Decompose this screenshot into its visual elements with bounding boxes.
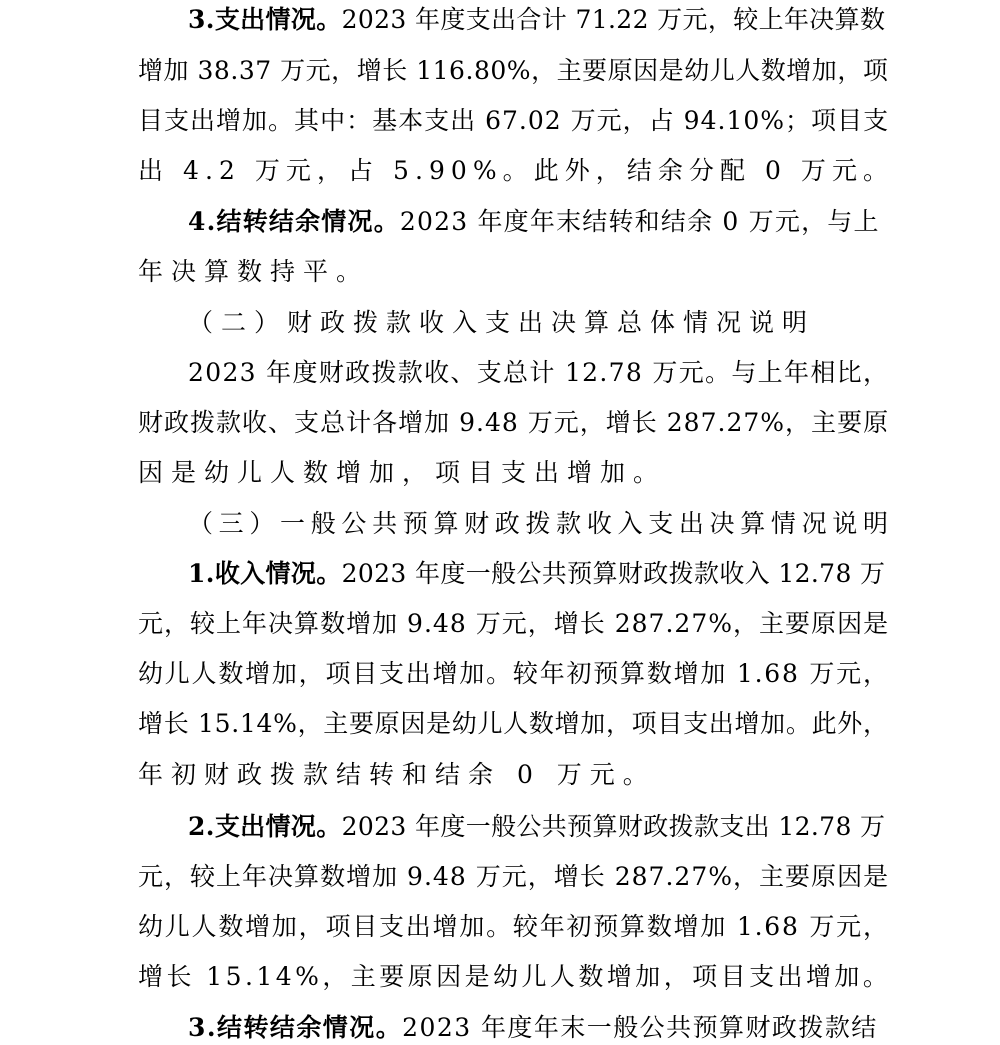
text-income-line-2: 元，较上年决算数增加 9.48 万元，增长 287.27%，主要原因是 <box>138 609 890 638</box>
heading-gb-carryover: 3.结转结余情况。 <box>188 1013 403 1042</box>
text-fiscal-overall-line-3: 因是幼儿人数增加，项目支出增加。 <box>138 458 667 487</box>
text-gb-carryover-line-1: 2023 年度年末一般公共预算财政拨款结 <box>402 1013 878 1042</box>
text-gb-expenditure-line-3: 幼儿人数增加，项目支出增加。较年初预算数增加 1.68 万元， <box>138 912 890 941</box>
section-title-general-budget: （三）一般公共预算财政拨款收入支出决算情况说明 <box>188 509 894 538</box>
text-expenditure-line-4: 出 4.2 万元，占 5.90%。此外，结余分配 0 万元。 <box>138 156 895 185</box>
text-carryover-line-1: 2023 年度年末结转和结余 0 万元，与上 <box>399 207 880 236</box>
text-income-line-1: 2023 年度一般公共预算财政拨款收入 12.78 万 <box>341 559 886 588</box>
text-income-line-5: 年初财政拨款结转和结余 0 万元。 <box>138 760 656 789</box>
text-expenditure-line-3: 目支出增加。其中：基本支出 67.02 万元，占 94.10%；项目支 <box>138 106 890 135</box>
paragraph-gb-carryover-line-1 <box>188 1011 878 1045</box>
text-income-line-3: 幼儿人数增加，项目支出增加。较年初预算数增加 1.68 万元， <box>138 659 890 688</box>
heading-carryover: 4.结转结余情况。 <box>188 207 400 236</box>
heading-expenditure: 3.支出情况。 <box>188 5 342 34</box>
text-fiscal-overall-line-2: 财政拨款收、支总计各增加 9.48 万元，增长 287.27%，主要原 <box>138 408 890 437</box>
paragraph-income-line-1 <box>188 557 885 591</box>
text-expenditure-line-2: 增加 38.37 万元，增长 116.80%，主要原因是幼儿人数增加，项 <box>138 56 889 85</box>
paragraph-carryover-line-1 <box>188 205 880 239</box>
paragraph-expenditure-line-1 <box>188 3 885 37</box>
heading-gb-expenditure: 2.支出情况。 <box>188 812 342 841</box>
text-gb-expenditure-line-1: 2023 年度一般公共预算财政拨款支出 12.78 万 <box>341 812 886 841</box>
text-fiscal-overall-line-1: 2023 年度财政拨款收、支总计 12.78 万元。与上年相比， <box>188 358 890 387</box>
text-carryover-line-2: 年决算数持平。 <box>138 257 370 286</box>
text-gb-expenditure-line-4: 增长 15.14%，主要原因是幼儿人数增加，项目支出增加。 <box>138 962 892 991</box>
text-gb-expenditure-line-2: 元，较上年决算数增加 9.48 万元，增长 287.27%，主要原因是 <box>138 862 890 891</box>
section-title-fiscal-overall: （二）财政拨款收入支出决算总体情况说明 <box>188 308 816 337</box>
heading-income: 1.收入情况。 <box>188 559 342 588</box>
text-income-line-4: 增长 15.14%，主要原因是幼儿人数增加，项目支出增加。此外， <box>138 709 889 738</box>
text-expenditure-line-1: 2023 年度支出合计 71.22 万元，较上年决算数 <box>341 5 886 34</box>
paragraph-gb-expenditure-line-1 <box>188 810 885 844</box>
